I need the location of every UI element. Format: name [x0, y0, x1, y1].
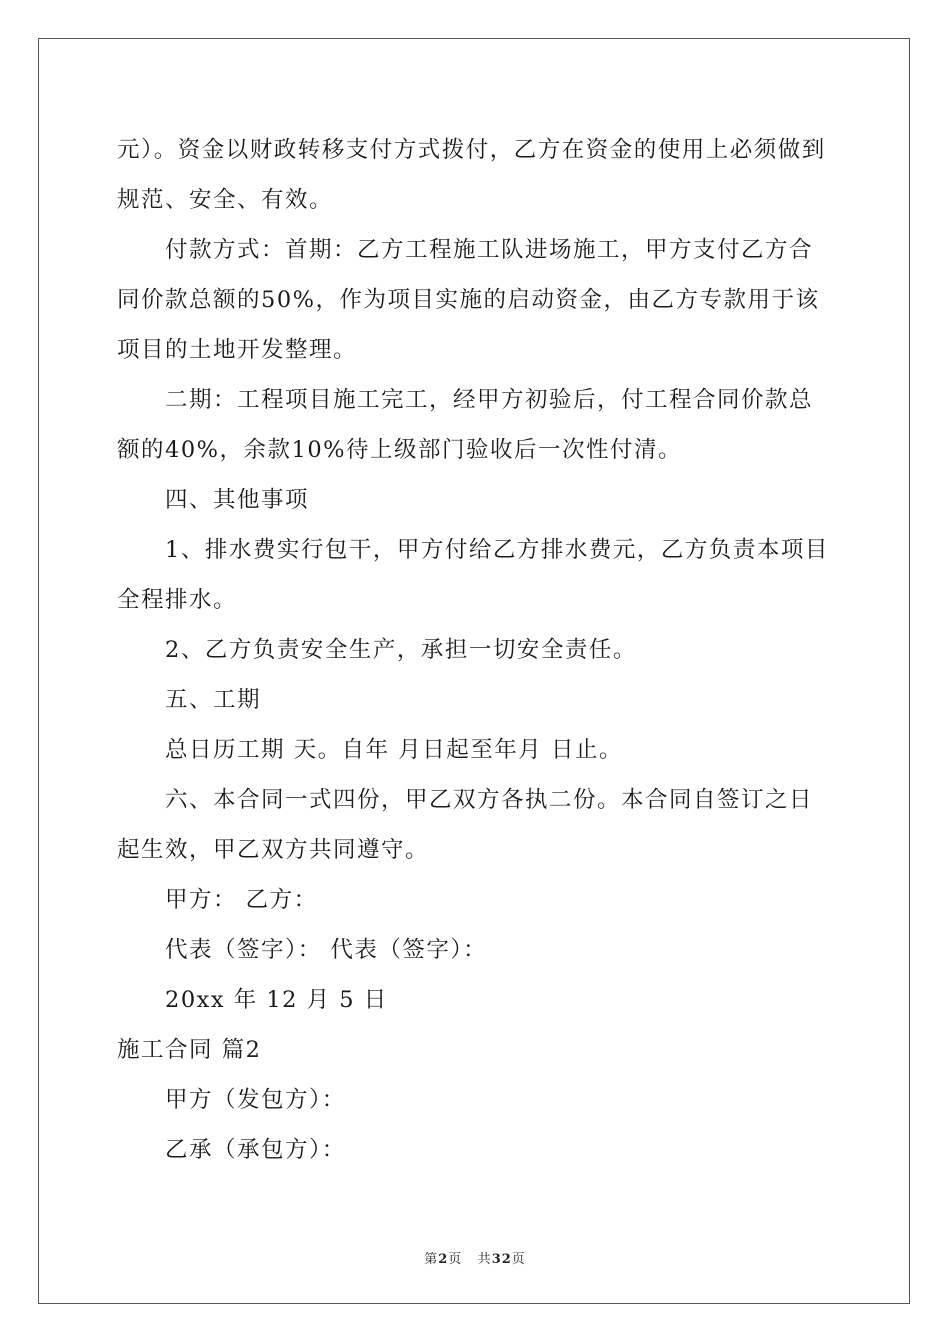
paragraph-1: 元）。资金以财政转移支付方式拨付，乙方在资金的使用上必须做到规范、安全、有效。 [117, 137, 826, 213]
paragraph-3: 二期：工程项目施工完工，经甲方初验后，付工程合同价款总额的40%，余款10%待上级部门验收后一次性付清。 [117, 387, 814, 463]
document-body [117, 125, 833, 1175]
signature-parties: 甲方： 乙方： [165, 887, 318, 913]
section-heading-other-matters: 四、其他事项 [165, 487, 310, 513]
paragraph-6: 2、乙方负责安全生产，承担一切安全责任。 [165, 637, 637, 663]
paragraph-8: 总日历工期 天。自年 月日起至年月 日止。 [165, 737, 623, 763]
page-prefix: 第 [424, 1252, 439, 1267]
party-a-line: 甲方（发包方）： [165, 1087, 346, 1113]
signature-date: 20xx 年 12 月 5 日 [165, 987, 388, 1013]
page-suffix: 页 [448, 1252, 463, 1267]
section-heading-duration: 五、工期 [165, 687, 262, 713]
paragraph-2: 付款方式：首期：乙方工程施工队进场施工，甲方支付乙方合同价款总额的50%，作为项目实施的启动资金，由乙方专款用于该项目的土地开发整理。 [117, 237, 820, 363]
signature-representatives: 代表（签字）： 代表（签字）： [165, 937, 488, 963]
contract-title: 施工合同 篇2 [117, 1037, 262, 1063]
party-b-line: 乙承（承包方）： [165, 1137, 346, 1163]
page-footer [0, 1248, 950, 1267]
paragraph-5: 1、排水费实行包干，甲方付给乙方排水费元，乙方负责本项目全程排水。 [117, 537, 829, 613]
total-suffix: 页 [511, 1252, 526, 1267]
total-pages: 32 [491, 1252, 512, 1267]
page-number: 2 [438, 1252, 449, 1267]
total-prefix: 共 [477, 1252, 492, 1267]
paragraph-9: 六、本合同一式四份，甲乙双方各执二份。本合同自签订之日起生效，甲乙双方共同遵守。 [117, 787, 814, 863]
